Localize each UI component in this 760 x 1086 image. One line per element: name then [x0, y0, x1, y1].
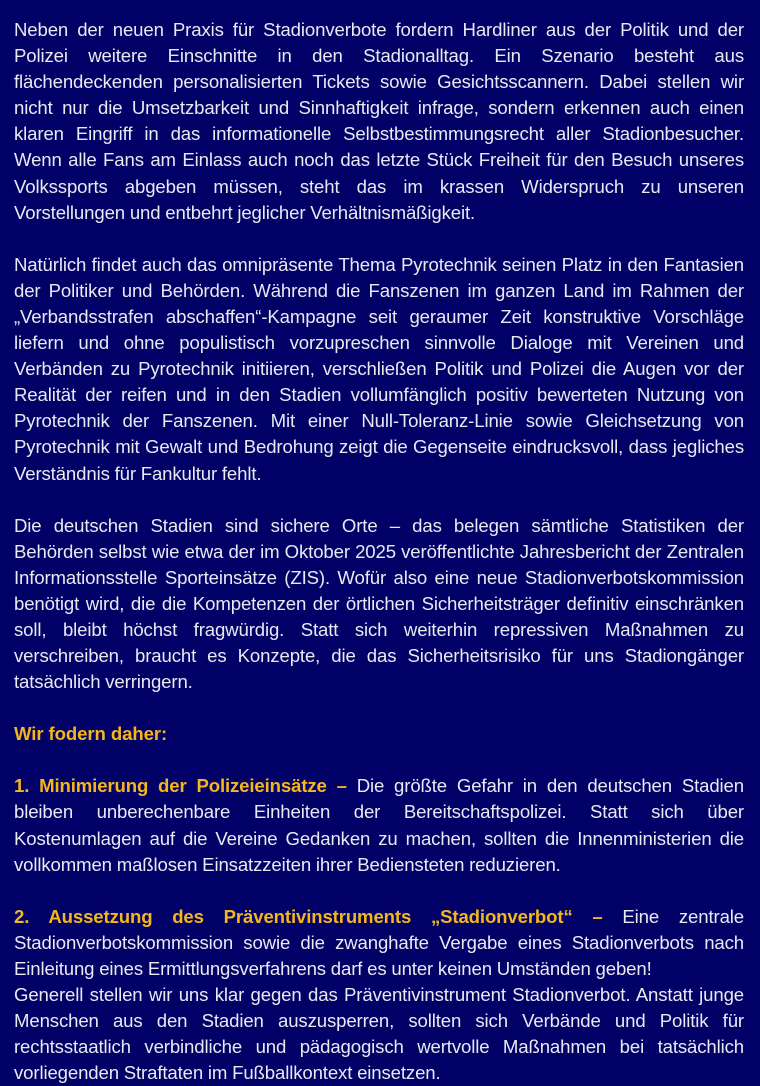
paragraph-safe-stadiums: Die deutschen Stadien sind sichere Orte – das belegen sämtliche Statistiken der Behörden selbst wie etwa der im Oktober 2025 veröffentlichte Jahresbericht der Zentralen Informationsstelle Sporteinsätze (ZIS). Wofür also eine neue Stadionverbotskommission benötigt wird, die die Kompetenzen der örtlichen Sicherheitsträger definitiv einschränken soll, bleibt höchst fragwürdig. Statt sich weiterhin repressiven Maßnahmen zu verschreiben, braucht es Konzepte, die das Sicherheitsrisiko für uns Stadiongänger tatsächlich verringern. — [14, 514, 744, 693]
demands-heading: Wir fodern daher: — [14, 723, 168, 745]
demand-1-lead: 1. Minimierung der Polizeieinsätze – — [14, 775, 347, 797]
demand-1 — [14, 773, 744, 877]
demand-2-body-line-2: Generell stellen wir uns klar gegen das Präventivinstrument Stadionverbot. Anstatt junge Menschen aus den Stadien auszusperren, sollten sich Verbände und Politik für rechtsstaatlich verbindliche und pädagogisch wertvolle Maßnahmen bei tatsächlich vorliegenden Straftaten im Fußballkontext einsetzen. — [14, 984, 744, 1084]
paragraph-stadium-bans-hardliners: Neben der neuen Praxis für Stadionverbote fordern Hardliner aus der Politik und der Polizei weitere Einschnitte in den Stadionalltag. Ein Szenario besteht aus flächendeckenden personalisierten Tickets sowie Gesichtsscannern. Dabei stellen wir nicht nur die Umsetzbarkeit und Sinnhaftigkeit infrage, sondern erkennen auch einen klaren Eingriff in das informationelle Selbstbestimmungsrecht aller Stadionbesucher. Wenn alle Fans am Einlass auch noch das letzte Stück Freiheit für den Besuch unseres Volkssports abgeben müssen, steht das im krassen Widerspruch zu unseren Vorstellungen und entbehrt jeglicher Verhältnismäßigkeit. — [14, 19, 744, 223]
demand-2-body: Eine zentrale Stadionverbotskommission sowie die zwanghafte Vergabe eines Stadionverbots nach Einleitung eines Ermittlungsverfahrens darf es unter keinen Umständen geben! — [14, 905, 744, 979]
demand-2 — [14, 904, 744, 1086]
demand-2-lead: 2. Aussetzung des Präventivinstruments „Stadionverbot“ – — [14, 905, 603, 927]
demand-1-body: Die größte Gefahr in den deutschen Stadien bleiben unberechenbare Einheiten der Bereitschaftspolizei. Statt sich über Kostenumlagen auf die Vereine Gedanken zu machen, sollten die Innenministerien die vollkommen maßlosen Einsatzzeiten ihrer Bediensteten reduzieren. — [14, 775, 744, 875]
paragraph-pyrotechnics: Natürlich findet auch das omnipräsente Thema Pyrotechnik seinen Platz in den Fantasien der Politiker und Behörden. Während die Fanszenen im ganzen Land im Rahmen der „Verbandsstrafen abschaffen“-Kampagne seit geraumer Zeit konstruktive Vorschläge liefern und ohne populistisch vorzupreschen sinnvolle Dialoge mit Vereinen und Verbänden zu Pyrotechnik initiieren, verschließen Politik und Polizei die Augen vor der Realität der reifen und in den Stadien vollumfänglich positiv bewerteten Nutzung von Pyrotechnik der Fanszenen. Mit einer Null-Toleranz-Linie sowie Gleichsetzung von Pyrotechnik mit Gewalt und Bedrohung zeigt die Gegenseite eindrucksvoll, dass jegliches Verständnis für Fankultur fehlt. — [14, 253, 744, 484]
